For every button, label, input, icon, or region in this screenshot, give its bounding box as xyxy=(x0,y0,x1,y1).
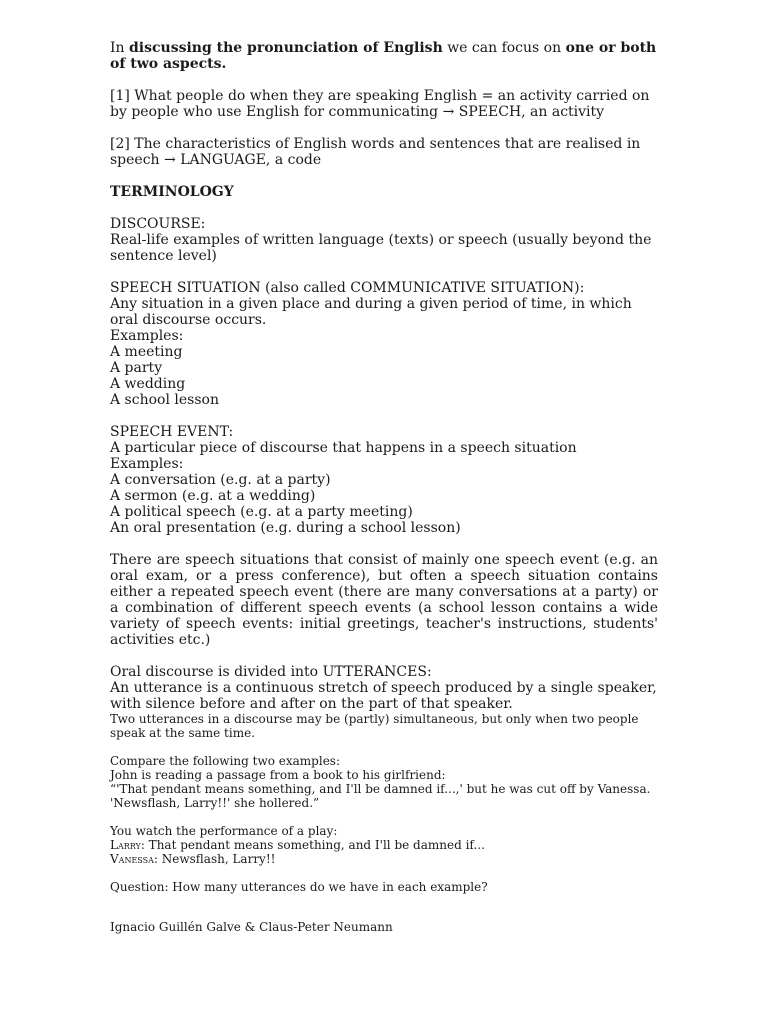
intro-paragraph xyxy=(110,40,658,72)
speech-event-example: An oral presentation (e.g. during a school lesson) xyxy=(110,520,461,536)
compare-quote: “'That pendant means something, and I'll be damned if...,' but he was cut off by Vanessa. 'Newsflash, Larry!!' she hollered.” xyxy=(110,782,651,810)
utterance-definition: An utterance is a continuous stretch of speech produced by a single speaker, with silence before and after on the part of that speaker. xyxy=(110,680,657,712)
discourse-definition: Real-life examples of written language (texts) or speech (usually beyond the sentence level) xyxy=(110,232,652,264)
speech-event-example: A political speech (e.g. at a party meeting) xyxy=(110,504,413,520)
aspect-2: [2] The characteristics of English words and sentences that are realised in speech → LANGUAGE, a code xyxy=(110,136,641,168)
speech-event-term: SPEECH EVENT: xyxy=(110,424,234,440)
compare-line: John is reading a passage from a book to his girlfriend: xyxy=(110,768,446,782)
play-line xyxy=(110,852,658,866)
document-body xyxy=(110,40,658,934)
authors: Ignacio Guillén Galve & Claus-Peter Neumann xyxy=(110,920,393,934)
intro-bold-1: discussing the pronunciation of English xyxy=(129,40,443,56)
intro-text-1: In xyxy=(110,40,129,56)
speaker-name: Larry xyxy=(110,838,141,852)
speech-event-definition: A particular piece of discourse that happens in a speech situation xyxy=(110,440,577,456)
utterance-note: Two utterances in a discourse may be (partly) simultaneous, but only when two people speak at the same time. xyxy=(110,712,639,740)
discourse-term: DISCOURSE: xyxy=(110,216,206,232)
speech-situation-example: A party xyxy=(110,360,163,376)
terminology-heading xyxy=(110,184,658,200)
speech-situation-example: A wedding xyxy=(110,376,186,392)
speech-event-examples-label: Examples: xyxy=(110,456,184,472)
intro-text-2: we can focus on xyxy=(442,40,566,56)
speech-situation-example: A school lesson xyxy=(110,392,219,408)
play-line-text: : Newsflash, Larry!! xyxy=(153,852,276,866)
speech-situation-term: SPEECH SITUATION (also called COMMUNICATIVE SITUATION): xyxy=(110,280,585,296)
speech-situation-definition: Any situation in a given place and during a given period of time, in which oral discourse occurs. xyxy=(110,296,632,328)
utterances-intro: Oral discourse is divided into UTTERANCES: xyxy=(110,664,432,680)
play-intro: You watch the performance of a play: xyxy=(110,824,338,838)
speaker-name: Vanessa xyxy=(110,852,154,866)
speech-event-example: A sermon (e.g. at a wedding) xyxy=(110,488,316,504)
intro-bold-2: one or both of two aspects. xyxy=(110,40,657,72)
speech-event-example: A conversation (e.g. at a party) xyxy=(110,472,331,488)
play-line xyxy=(110,838,658,852)
speech-situation-examples-label: Examples: xyxy=(110,328,184,344)
aspect-1: [1] What people do when they are speaking English = an activity carried on by people who use English for communicating → SPEECH, an activity xyxy=(110,88,650,120)
speech-situations-paragraph: There are speech situations that consist of mainly one speech event (e.g. an oral exam, or a press conference), but often a speech situation contains either a repeated speech event (there are many conversations at a party) or a combination of different speech events (a school lesson contains a wide variety of speech events: initial greetings, teacher's instructions, students' activities etc.) xyxy=(110,552,658,648)
question: Question: How many utterances do we have in each example? xyxy=(110,880,488,894)
compare-intro: Compare the following two examples: xyxy=(110,754,340,768)
terminology-heading-text: TERMINOLOGY xyxy=(110,184,234,200)
play-line-text: : That pendant means something, and I'll be damned if... xyxy=(140,838,485,852)
speech-situation-example: A meeting xyxy=(110,344,183,360)
